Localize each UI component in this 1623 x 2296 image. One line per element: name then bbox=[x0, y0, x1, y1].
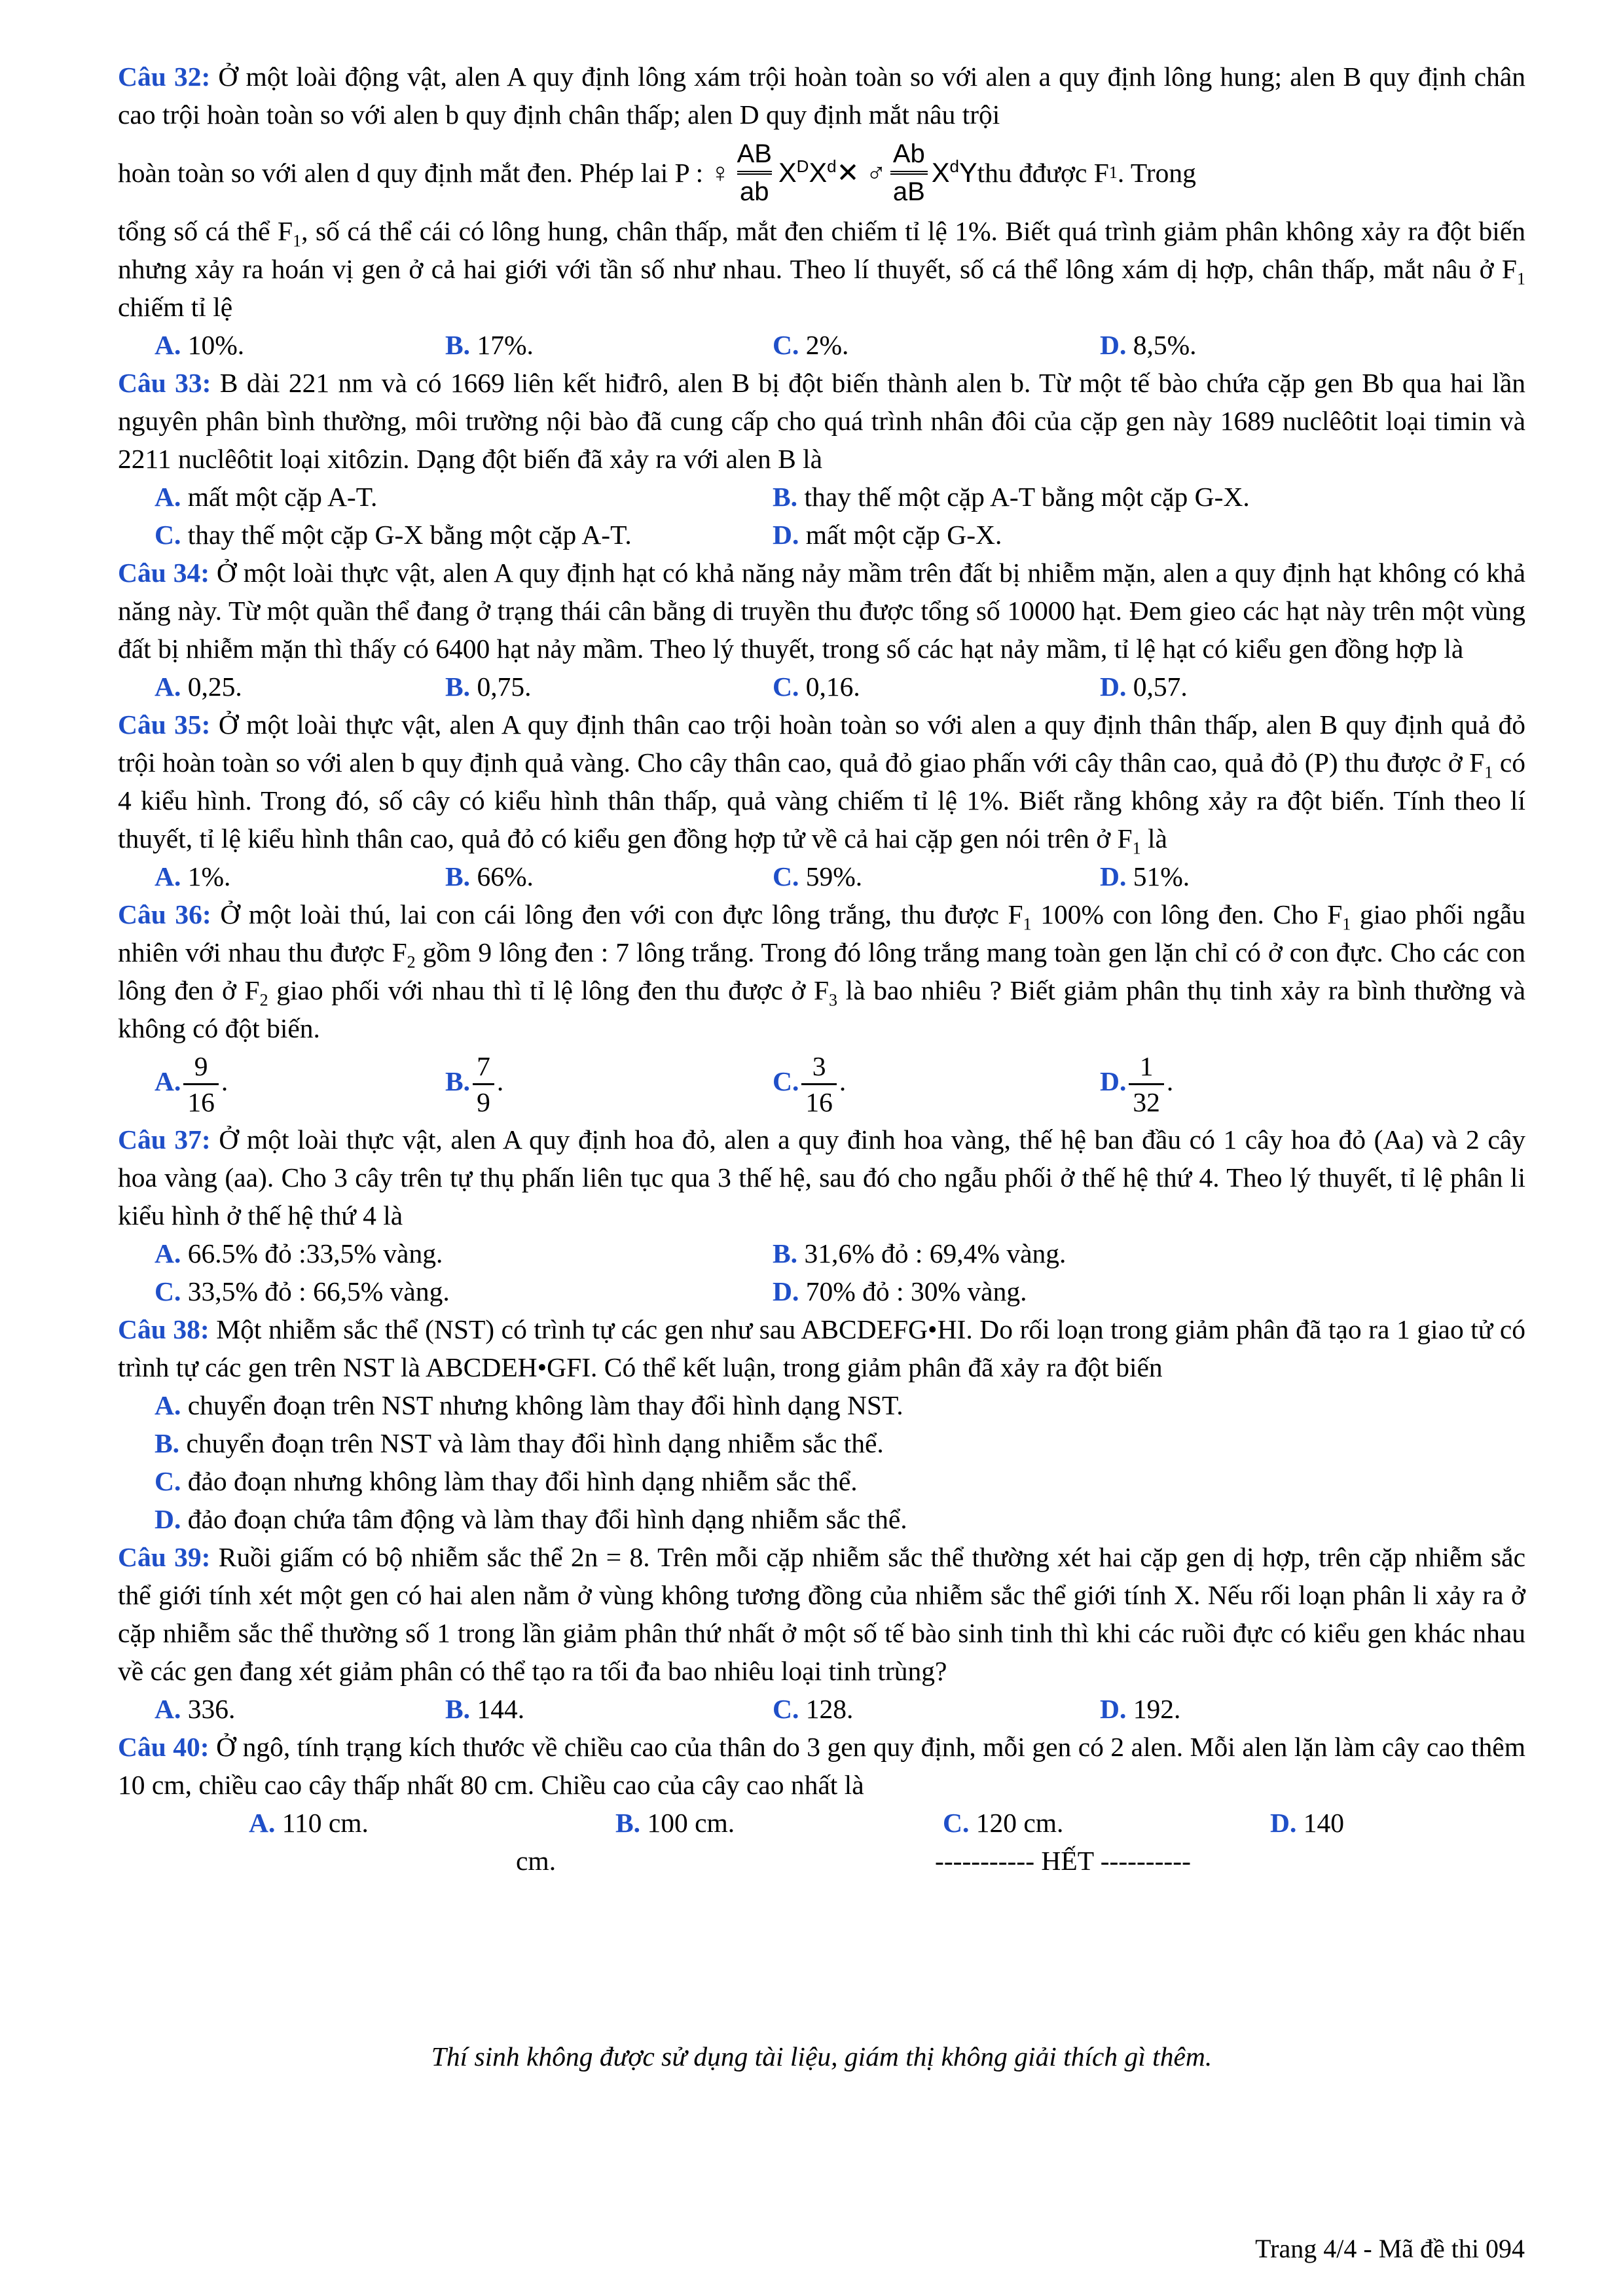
question-text: tổng số cá thể F bbox=[118, 216, 293, 246]
end-mark: ----------- HẾT ---------- bbox=[935, 1846, 1191, 1876]
male-genotype: Ab aB bbox=[890, 137, 928, 209]
options-row bbox=[118, 1690, 1525, 1728]
question-40 bbox=[118, 1728, 1525, 1880]
question-label: Câu 33: bbox=[118, 368, 211, 398]
question-text: Ở một loài động vật, alen A quy định lông xám trội hoàn toàn so với alen a quy định lông hung; alen B quy định chân cao trội hoàn toàn so với alen b quy định chân thấp; alen D quy định mắt nâu trội bbox=[118, 62, 1525, 130]
options-row bbox=[118, 1272, 1525, 1310]
option-a[interactable]: A. mất một cặp A-T. bbox=[155, 482, 378, 512]
option-b[interactable]: B. 17%. bbox=[445, 330, 534, 360]
question-37 bbox=[118, 1121, 1525, 1310]
question-text: Một nhiễm sắc thể (NST) có trình tự các gen như sau ABCDEFG•HI. Do rối loạn trong giảm phân đã tạo ra 1 giao tử có trình tự các gen trên NST là ABCDEH•GFI. Có thể kết luận, trong giảm phân đã xảy ra đột biến bbox=[118, 1314, 1526, 1382]
question-label: Câu 35: bbox=[118, 709, 211, 740]
option-c[interactable]: C. 33,5% đỏ : 66,5% vàng. bbox=[155, 1276, 450, 1306]
male-x-genotype: $X^dY$ bbox=[931, 156, 977, 188]
option-d[interactable]: D. 70% đỏ : 30% vàng. bbox=[773, 1276, 1027, 1306]
option-b[interactable]: B. 66%. bbox=[445, 861, 534, 891]
options-row bbox=[118, 326, 1525, 364]
question-34 bbox=[118, 554, 1525, 706]
question-text: Ruồi giấm có bộ nhiễm sắc thể 2n = 8. Trên mỗi cặp nhiễm sắc thể thường xét hai cặp gen dị hợp, trên cặp nhiễm sắc thể giới tính xét một gen có hai alen nằm ở vùng không tương đồng của nhiễm sắc thể giới tính X. Nếu rối loạn phân li xảy ra ở cặp nhiễm sắc thể thường số 1 trong lần giảm phân thứ nhất ở một số tế bào sinh tinh thì khi các ruồi đực có kiểu gen khác nhau về các gen đang xét giảm phân có thể tạo ra tối đa bao nhiêu loại tinh trùng? bbox=[118, 1542, 1525, 1686]
female-x-genotype: $X^DX^d$ bbox=[778, 156, 837, 188]
question-text: thu đđược F bbox=[977, 158, 1109, 188]
option-c[interactable]: C. 128. bbox=[773, 1694, 854, 1724]
option-d[interactable]: D. đảo đoạn chứa tâm động và làm thay đổi hình dạng nhiễm sắc thể. bbox=[155, 1504, 907, 1534]
options-row bbox=[118, 1047, 1525, 1121]
question-text: Ở một loài thực vật, alen A quy định thân cao trội hoàn toàn so với alen a quy định thân thấp, alen B quy định quả đỏ trội hoàn toàn so với alen b quy định quả vàng. Cho cây thân cao, quả đỏ giao phấn với cây thân cao, quả đỏ (P) thu được ở F bbox=[118, 709, 1525, 778]
question-text: Ở một loài thực vật, alen A quy định hoa đỏ, alen a quy đinh hoa vàng, thế hệ ban đầu có 1 cây hoa đỏ (Aa) và 2 cây hoa vàng (aa). Cho 3 cây trên tự thụ phấn liên tục qua 3 thế hệ, sau đó cho ngẫu phối ở thế hệ thứ 4. Theo lý thuyết, tỉ lệ phân li kiểu hình ở thế hệ thứ 4 là bbox=[118, 1124, 1525, 1230]
question-label: Câu 36: bbox=[118, 899, 211, 929]
option-a[interactable]: A. chuyển đoạn trên NST nhưng không làm thay đổi hình dạng NST. bbox=[155, 1390, 903, 1420]
option-b[interactable]: B. 31,6% đỏ : 69,4% vàng. bbox=[773, 1238, 1067, 1268]
option-a[interactable]: A. 10%. bbox=[155, 330, 245, 360]
question-33 bbox=[118, 364, 1525, 554]
question-text: Ở một loài thực vật, alen A quy định hạt có khả năng nảy mầm trên đất bị nhiễm mặn, alen a quy định hạt không có khả năng này. Từ một quần thể đang ở trạng thái cân bằng di truyền thu được tổng số 10000 hạt. Đem gieo các hạt này trên một vùng đất bị nhiễm mặn thì thấy có 6400 hạt nảy mầm. Theo lý thuyết, trong số các hạt nảy mầm, tỉ lệ hạt có kiểu gen đồng hợp là bbox=[118, 558, 1525, 664]
end-row bbox=[118, 1842, 1525, 1880]
option-b[interactable]: B. thay thế một cặp A-T bằng một cặp G-X. bbox=[773, 482, 1250, 512]
question-text: B dài 221 nm và có 1669 liên kết hiđrô, alen B bị đột biến thành alen b. Từ một tế bào chứa cặp gen Bb qua hai lần nguyên phân bình thường, môi trường nội bào đã cung cấp cho quá trình nhân đôi của cặp gen này 1689 nuclêôtit loại timin và 2211 nuclêôtit loại xitôzin. Dạng đột biến đã xảy ra với alen B là bbox=[118, 368, 1525, 474]
question-38 bbox=[118, 1310, 1525, 1538]
option-c[interactable]: C. 59%. bbox=[773, 861, 863, 891]
option-a[interactable]: A. 110 cm. bbox=[249, 1808, 369, 1838]
option-b[interactable]: B. chuyển đoạn trên NST và làm thay đổi hình dạng nhiễm sắc thể. bbox=[155, 1428, 884, 1458]
option-c[interactable]: C. 120 cm. bbox=[943, 1808, 1064, 1838]
question-label: Câu 34: bbox=[118, 558, 210, 588]
option-d[interactable]: D. $\frac{1}{32}$ . bbox=[1100, 1049, 1427, 1119]
option-b[interactable]: B. 100 cm. bbox=[615, 1808, 735, 1838]
exam-note: Thí sinh không được sử dụng tài liệu, giám thị không giải thích gì thêm. bbox=[431, 2041, 1213, 2072]
option-b[interactable]: B. 144. bbox=[445, 1694, 525, 1724]
question-label: Câu 32: bbox=[118, 62, 211, 92]
question-32: Câu 32: Ở một loài động vật, alen A quy định lông xám trội hoàn toàn so với alen a quy định lông hung; alen B quy định chân cao trội hoàn toàn so với alen b quy định chân thấp; alen D quy định mắt nâu trội hoàn toàn so với alen d quy định mắt đen. Phép lai P : ♀ AB ab $X^DX^d$ ✕ ♂ Ab aB $X^dY$ thu đđược F 1 . Trong tổng số cá thể $F_1$, số cá thể cái có lông hung, chân thấp, mắt đen chiếm tỉ lệ 1%. Biết quá trình giảm phân không xảy ra đột biến nhưng xảy ra hoán vị gen ở cả hai giới với tần số như nhau. Theo lí thuyết, số cá thể lông xám dị hợp, chân thấp, mắt nâu ở $F_1$ chiếm tỉ lệ A. 10%. B. 17%. C. 2%. D. 8,5%. bbox=[118, 58, 1525, 364]
question-label: Câu 39: bbox=[118, 1542, 211, 1572]
options-row bbox=[118, 857, 1525, 895]
question-text: Ở ngô, tính trạng kích thước về chiều cao của thân do 3 gen quy định, mỗi gen có 2 alen. Mỗi alen lặn làm cây cao thêm 10 cm, chiều cao cây thấp nhất 80 cm. Chiều cao của cây cao nhất là bbox=[118, 1732, 1525, 1800]
question-35: Câu 35: Ở một loài thực vật, alen A quy định thân cao trội hoàn toàn so với alen a quy định thân thấp, alen B quy định quả đỏ trội hoàn toàn so với alen b quy định quả vàng. Cho cây thân cao, quả đỏ giao phấn với cây thân cao, quả đỏ (P) thu được ở $F_1$ có 4 kiểu hình. Trong đó, số cây có kiểu hình thân thấp, quả vàng chiếm tỉ lệ 1%. Biết rằng không xảy ra đột biến. Tính theo lí thuyết, tỉ lệ kiểu hình thân cao, quả đỏ có kiểu gen đồng hợp tử về cả hai cặp gen nói trên ở $F_1$ là A. 1%. B. 66%. C. 59%. D. 51%. bbox=[118, 706, 1525, 895]
question-36: Câu 36: Ở một loài thú, lai con cái lông đen với con đực lông trắng, thu được $F_1$ 100% con lông đen. Cho $F_1$ giao phối ngẫu nhiên với nhau thu được $F_2$ gồm 9 lông đen : 7 lông trắng. Trong đó lông trắng mang toàn gen lặn chỉ có ở con đực. Cho các con lông đen ở $F_2$ giao phối với nhau thì tỉ lệ lông đen thu được ở $F_3$ là bao nhiêu ? Biết giảm phân thụ tinh xảy ra bình thường và không có đột biến. A. $\frac{9}{16}$ . B. $\frac{7}{9}$ . C. $\frac{3}{16}$ . D. $\frac{1}{32}$ . bbox=[118, 895, 1525, 1121]
option-a[interactable]: A. 66.5% đỏ :33,5% vàng. bbox=[155, 1238, 443, 1268]
options-row bbox=[118, 1234, 1525, 1272]
question-label: Câu 37: bbox=[118, 1124, 211, 1155]
option-d[interactable]: D. mất một cặp G-X. bbox=[773, 520, 1002, 550]
option-c[interactable]: C. 0,16. bbox=[773, 672, 860, 702]
question-text: hoàn toàn so với alen d quy định mắt đen. Phép lai P : ♀ bbox=[118, 158, 731, 188]
options-row bbox=[118, 478, 1525, 516]
options-row bbox=[118, 668, 1525, 706]
option-d[interactable]: D. 8,5%. bbox=[1100, 330, 1197, 360]
option-c[interactable]: C. thay thế một cặp G-X bằng một cặp A-T. bbox=[155, 520, 632, 550]
exam-page bbox=[118, 58, 1525, 1880]
option-d[interactable]: D. 140 bbox=[1270, 1808, 1344, 1838]
option-c[interactable]: C. đảo đoạn nhưng không làm thay đổi hình dạng nhiễm sắc thể. bbox=[155, 1466, 858, 1496]
option-b[interactable]: B. $\frac{7}{9}$ . bbox=[445, 1049, 773, 1119]
option-d-continuation: cm. bbox=[516, 1846, 556, 1876]
option-d[interactable]: D. 192. bbox=[1100, 1694, 1181, 1724]
question-39 bbox=[118, 1538, 1525, 1728]
option-a[interactable]: A. 336. bbox=[155, 1694, 236, 1724]
question-label: Câu 38: bbox=[118, 1314, 210, 1344]
option-d[interactable]: D. 0,57. bbox=[1100, 672, 1188, 702]
question-text: Ở một loài thú, lai con cái lông đen với con đực lông trắng, thu được F bbox=[211, 899, 1023, 929]
female-genotype: AB ab bbox=[735, 137, 775, 209]
option-c[interactable]: C. $\frac{3}{16}$ . bbox=[773, 1049, 1100, 1119]
options-row bbox=[118, 1804, 1525, 1842]
option-a[interactable]: A. 1%. bbox=[155, 861, 231, 891]
option-b[interactable]: B. 0,75. bbox=[445, 672, 532, 702]
cross-symbol: ✕ ♂ bbox=[836, 158, 886, 188]
question-label: Câu 40: bbox=[118, 1732, 210, 1762]
page-footer: Trang 4/4 - Mã đề thi 094 bbox=[1255, 2234, 1525, 2263]
option-d[interactable]: D. 51%. bbox=[1100, 861, 1190, 891]
option-a[interactable]: A. 0,25. bbox=[155, 672, 242, 702]
cross-line: hoàn toàn so với alen d quy định mắt đen. Phép lai P : ♀ AB ab $X^DX^d$ ✕ ♂ Ab aB $X^dY$ thu đđược F 1 . Trong bbox=[118, 134, 1525, 212]
options-row bbox=[118, 516, 1525, 554]
option-c[interactable]: C. 2%. bbox=[773, 330, 849, 360]
option-a[interactable]: A. $\frac{9}{16}$ . bbox=[118, 1049, 445, 1119]
